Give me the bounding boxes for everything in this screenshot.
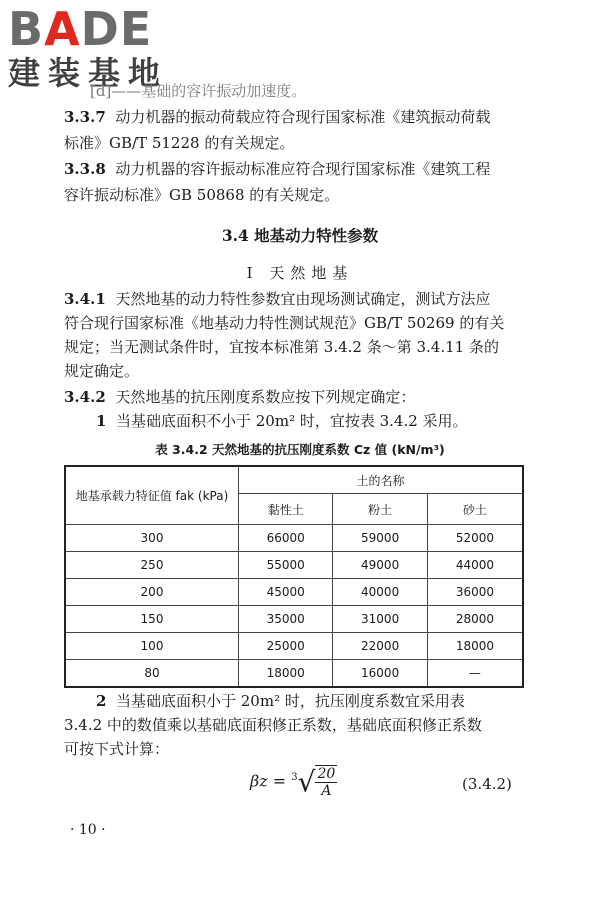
formula-lhs: βz = bbox=[250, 771, 287, 791]
list-item-1: 1 当基础底面积不小于 20m² 时，宜按表 3.4.2 采用。 bbox=[96, 412, 468, 430]
table-cell: 28000 bbox=[427, 606, 523, 633]
table-cell: 40000 bbox=[333, 579, 427, 606]
text-line: 标准》GB/T 51228 的有关规定。 bbox=[64, 134, 295, 152]
clause-3-3-8: 3.3.8 动力机器的容许振动标准应符合现行国家标准《建筑工程 bbox=[64, 160, 491, 178]
table-cell: 66000 bbox=[239, 525, 333, 552]
table-cell: 18000 bbox=[427, 633, 523, 660]
table-cell: 25000 bbox=[239, 633, 333, 660]
table-row bbox=[65, 660, 523, 688]
text-line: 规定确定。 bbox=[64, 362, 140, 380]
logo-wordmark: BADE bbox=[8, 2, 153, 56]
column-header: 砂土 bbox=[427, 494, 523, 525]
table-cell: — bbox=[427, 660, 523, 688]
table-cell: 52000 bbox=[427, 525, 523, 552]
table-cell: 18000 bbox=[239, 660, 333, 688]
formula-fraction bbox=[315, 765, 337, 799]
table-cell: 100 bbox=[65, 633, 239, 660]
header-soil-name: 土的名称 bbox=[239, 466, 524, 494]
stiffness-table bbox=[64, 465, 524, 688]
table-row bbox=[65, 579, 523, 606]
table-row bbox=[65, 525, 523, 552]
header-bearing-capacity: 地基承载力特征值 fak (kPa) bbox=[65, 466, 239, 525]
table-cell: 55000 bbox=[239, 552, 333, 579]
section-heading: 3.4 地基动力特性参数 bbox=[221, 226, 379, 245]
text-line: 容许振动标准》GB 50868 的有关规定。 bbox=[64, 186, 340, 204]
equation-number: (3.4.2) bbox=[462, 775, 512, 793]
table-cell: 31000 bbox=[333, 606, 427, 633]
table-cell: 59000 bbox=[333, 525, 427, 552]
text-line: 符合现行国家标准《地基动力特性测试规范》GB/T 50269 的有关 bbox=[64, 314, 505, 332]
subsection-heading: Ⅰ 天然地基 bbox=[246, 264, 354, 282]
table-cell: 22000 bbox=[333, 633, 427, 660]
table-cell: 150 bbox=[65, 606, 239, 633]
text-line: [d]——基础的容许振动加速度。 bbox=[90, 82, 307, 100]
denominator: A bbox=[321, 783, 332, 799]
text-line: 规定；当无测试条件时，宜按本标准第 3.4.2 条～第 3.4.11 条的 bbox=[64, 338, 499, 356]
table-cell: 49000 bbox=[333, 552, 427, 579]
clause-3-4-2: 3.4.2 天然地基的抗压刚度系数应按下列规定确定： bbox=[64, 388, 416, 406]
table-cell: 80 bbox=[65, 660, 239, 688]
table-cell: 300 bbox=[65, 525, 239, 552]
column-header: 黏性土 bbox=[239, 494, 333, 525]
text-line: 可按下式计算： bbox=[64, 740, 170, 758]
page-number: · 10 · bbox=[70, 822, 106, 838]
text-line: 3.4.2 中的数值乘以基础底面积修正系数，基础底面积修正系数 bbox=[64, 716, 482, 734]
table-caption: 表 3.4.2 天然地基的抗压刚度系数 Cz 值 (kN/m³) bbox=[155, 442, 445, 457]
column-header: 粉土 bbox=[333, 494, 427, 525]
table-row bbox=[65, 633, 523, 660]
table-cell: 200 bbox=[65, 579, 239, 606]
logo-subtitle: 建装基地 bbox=[8, 54, 169, 92]
root-index: 3 bbox=[291, 772, 298, 784]
table-row bbox=[65, 606, 523, 633]
clause-3-3-7: 3.3.7 动力机器的振动荷载应符合现行国家标准《建筑振动荷载 bbox=[64, 108, 491, 126]
numerator: 20 bbox=[317, 766, 336, 782]
table-row bbox=[65, 552, 523, 579]
table-cell: 45000 bbox=[239, 579, 333, 606]
clause-3-4-1: 3.4.1 天然地基的动力特性参数宜由现场测试确定，测试方法应 bbox=[64, 290, 491, 308]
table-cell: 250 bbox=[65, 552, 239, 579]
table-cell: 16000 bbox=[333, 660, 427, 688]
table-cell: 36000 bbox=[427, 579, 523, 606]
table-cell: 44000 bbox=[427, 552, 523, 579]
radical-sign-icon: √ bbox=[297, 765, 316, 799]
formula-3-4-2 bbox=[250, 765, 337, 799]
table-cell: 35000 bbox=[239, 606, 333, 633]
list-item-2: 2 当基础底面积小于 20m² 时，抗压刚度系数宜采用表 bbox=[96, 692, 465, 710]
